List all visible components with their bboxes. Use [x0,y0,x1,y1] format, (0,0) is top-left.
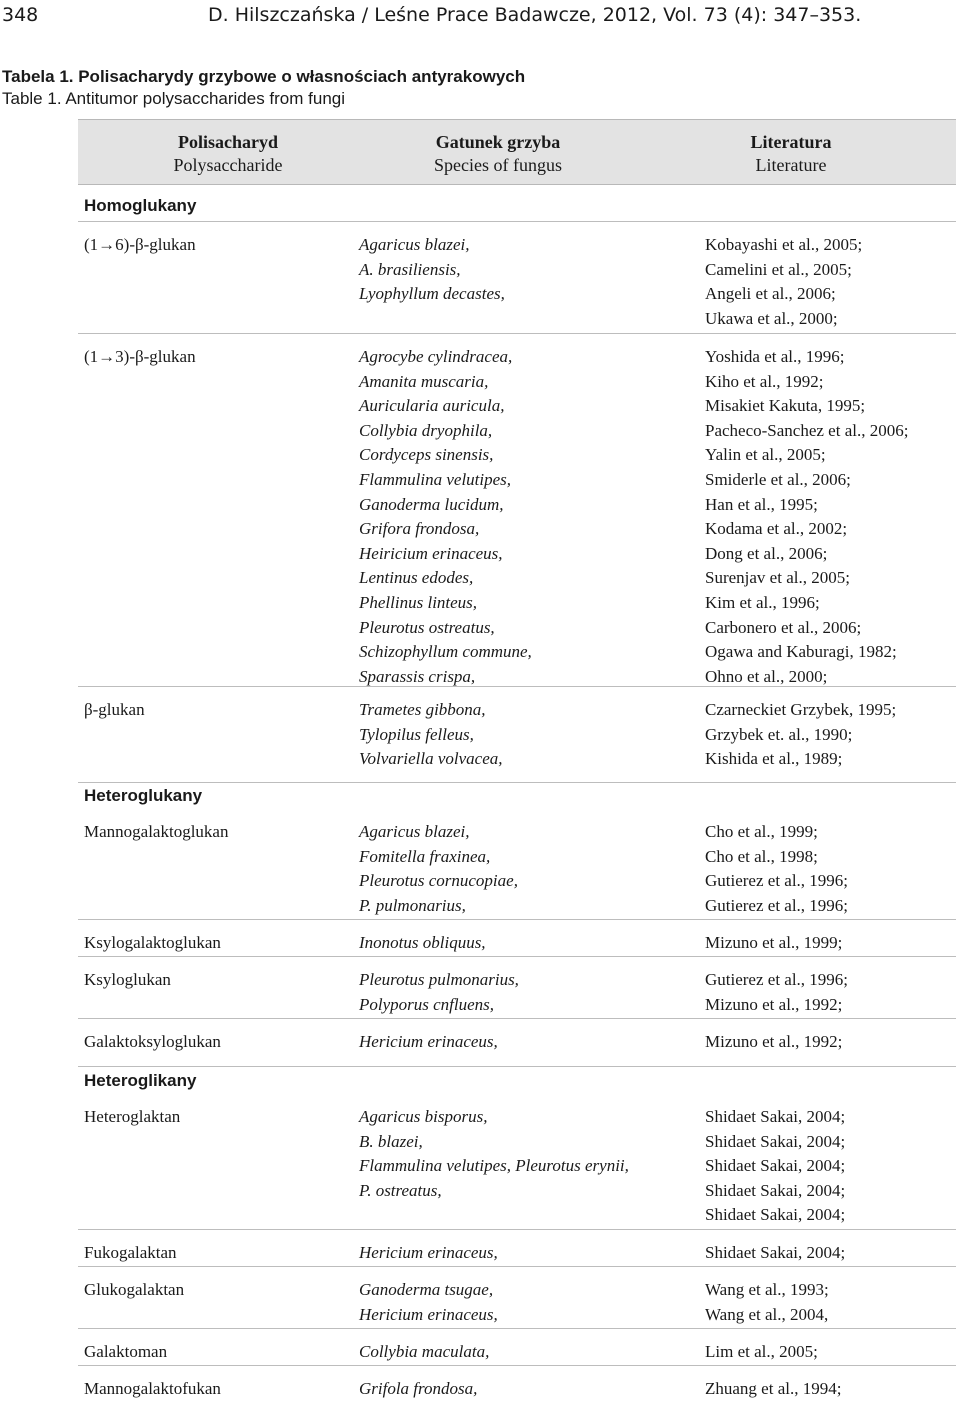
literature-reference: Mizuno et al., 1992; [705,994,843,1014]
species-name: Lyophyllum decastes, [359,284,505,304]
literature-reference: Han et al., 1995; [705,494,818,514]
species-cell [359,1105,629,1203]
polysaccharide-cell: Ksyloglukan [84,970,171,989]
literature-reference: Smiderle et al., 2006; [705,469,851,489]
header-polysaccharide-pl: Polisacharyd [177,132,278,152]
row-divider [78,1266,956,1267]
literature-reference: Wang et al., 2004, [705,1304,829,1324]
literature-cell [705,1030,842,1055]
polysaccharide-cell: Heteroglaktan [84,1107,181,1126]
species-name: Collybia maculata, [359,1342,490,1361]
species-name: Hericium erinaceus, [359,1032,498,1051]
species-name: Inonotus obliquus, [359,933,486,952]
species-name: Grifora frondosa, [359,519,480,539]
polysaccharide-cell: Mannogalaktoglukan [84,822,229,841]
literature-reference: Kim et al., 1996; [705,592,820,612]
row-divider [78,956,956,957]
header-species [378,131,618,177]
literature-reference: Kodama et al., 2002; [705,519,848,539]
literature-reference: Surenjav et al., 2005; [705,568,850,588]
row-divider [78,1018,956,1019]
species-name: Agrocybe cylindracea, [359,347,513,366]
species-cell [359,698,503,772]
polysaccharide-cell: (1→6)-β-glukan [84,235,196,254]
polysaccharide-cell: Galaktoksyloglukan [84,1032,221,1051]
species-cell [359,1241,498,1266]
polysaccharide-cell: Fukogalaktan [84,1243,177,1262]
species-cell [359,931,486,956]
header-literature-en: Literature [755,155,827,175]
species-cell [359,233,505,307]
species-name: Agaricus blazei, [359,822,470,841]
literature-cell [705,1278,829,1327]
polysaccharide-cell: (1→3)-β-glukan [84,347,196,366]
literature-cell [705,931,842,956]
species-name: Pleurotus ostreatus, [359,617,495,637]
caption-polish: Tabela 1. Polisacharydy grzybowe o własnościach antyrakowych [2,67,526,86]
species-name: Fomitella fraxinea, [359,846,491,866]
literature-cell [705,968,848,1017]
literature-cell [705,1105,845,1228]
literature-reference: Lim et al., 2005; [705,1342,818,1361]
species-name: B. blazei, [359,1131,423,1151]
literature-reference: Wang et al., 1993; [705,1280,829,1299]
row-divider [78,919,956,920]
species-name: Hericium erinaceus, [359,1243,498,1262]
table-caption [2,66,952,110]
header-species-en: Species of fungus [434,155,562,175]
species-name: Phellinus linteus, [359,592,478,612]
literature-reference: Shidaet Sakai, 2004; [705,1156,846,1176]
species-name: Trametes gibbona, [359,700,486,719]
row-divider [78,333,956,334]
literature-cell [705,820,848,918]
table-header [78,119,956,185]
species-cell [359,820,518,918]
journal-citation: D. Hilszczańska / Leśne Prace Badawcze, 2012, Vol. 73 (4): 347–353. [208,4,862,26]
literature-reference: Shidaet Sakai, 2004; [705,1107,846,1126]
species-cell [359,1030,498,1055]
literature-cell [705,698,896,772]
literature-reference: Carbonero et al., 2006; [705,617,862,637]
literature-reference: Ohno et al., 2000; [705,666,828,686]
literature-reference: Cho et al., 1998; [705,846,818,866]
species-name: Auricularia auricula, [359,396,505,416]
row-divider [78,221,956,222]
species-name: Pleurotus pulmonarius, [359,970,519,989]
species-name: Ganoderma tsugae, [359,1280,494,1299]
page-number: 348 [2,4,39,26]
polysaccharide-cell: β-glukan [84,700,145,719]
literature-reference: Misakiet Kakuta, 1995; [705,396,866,416]
species-name: Grifola frondosa, [359,1379,478,1398]
literature-reference: Camelini et al., 2005; [705,259,852,279]
literature-reference: Kiho et al., 1992; [705,371,824,391]
polysaccharide-cell: Glukogalaktan [84,1280,185,1299]
row-divider [78,782,956,783]
species-name: Collybia dryophila, [359,420,493,440]
literature-reference: Grzybek et. al., 1990; [705,724,853,744]
species-name: Ganoderma lucidum, [359,494,504,514]
species-name: Hericium erinaceus, [359,1304,498,1324]
literature-reference: Shidaet Sakai, 2004; [705,1205,846,1225]
running-head [2,2,952,28]
literature-reference: Dong et al., 2006; [705,543,828,563]
literature-reference: Mizuno et al., 1999; [705,933,843,952]
literature-reference: Shidaet Sakai, 2004; [705,1180,846,1200]
row-divider [78,1328,956,1329]
polysaccharide-cell: Mannogalaktofukan [84,1379,221,1398]
literature-cell [705,345,908,689]
literature-cell [705,1241,845,1266]
header-literature-pl: Literatura [750,132,832,152]
literature-reference: Yalin et al., 2005; [705,445,826,465]
header-literature [684,131,898,177]
row-divider [78,1066,956,1067]
literature-reference: Cho et al., 1999; [705,822,818,841]
literature-reference: Kobayashi et al., 2005; [705,235,863,254]
species-name: Flammulina velutipes, Pleurotus erynii, [359,1156,629,1176]
literature-reference: Mizuno et al., 1992; [705,1032,843,1051]
species-name: Lentinus edodes, [359,568,474,588]
species-cell [359,1278,498,1327]
polysaccharide-cell: Galaktoman [84,1342,168,1361]
literature-reference: Czarneckiet Grzybek, 1995; [705,700,897,719]
literature-reference: Shidaet Sakai, 2004; [705,1243,846,1262]
literature-reference: Shidaet Sakai, 2004; [705,1131,846,1151]
section-heading: Heteroglikany [84,1071,197,1090]
species-name: Schizophyllum commune, [359,642,532,662]
species-name: Agaricus blazei, [359,235,470,254]
species-cell [359,1377,477,1402]
literature-reference: Ukawa et al., 2000; [705,308,838,328]
literature-reference: Angeli et al., 2006; [705,284,836,304]
species-name: Tylopilus felleus, [359,724,474,744]
literature-reference: Gutierez et al., 1996; [705,895,849,915]
species-cell [359,1340,489,1365]
species-name: P. pulmonarius, [359,895,466,915]
species-name: Cordyceps sinensis, [359,445,494,465]
literature-cell [705,233,862,331]
literature-cell [705,1340,818,1365]
species-name: Amanita muscaria, [359,371,489,391]
caption-english: Table 1. Antitumor polysaccharides from fungi [2,89,346,108]
literature-reference: Gutierez et al., 1996; [705,970,849,989]
species-name: Polyporus cnfluens, [359,994,495,1014]
section-heading: Homoglukany [84,196,197,215]
literature-reference: Gutierez et al., 1996; [705,871,849,891]
species-name: Sparassis crispa, [359,666,476,686]
literature-reference: Ogawa and Kaburagi, 1982; [705,642,897,662]
species-name: Heiricium erinaceus, [359,543,503,563]
species-name: Agaricus bisporus, [359,1107,488,1126]
species-name: Volvariella volvacea, [359,749,503,769]
species-cell [359,968,519,1017]
polysaccharide-cell: Ksylogalaktoglukan [84,933,221,952]
header-polysaccharide [106,131,350,177]
literature-reference: Yoshida et al., 1996; [705,347,845,366]
literature-reference: Zhuang et al., 1994; [705,1379,842,1398]
species-name: Flammulina velutipes, [359,469,512,489]
header-polysaccharide-en: Polysaccharide [173,155,283,175]
row-divider [78,1229,956,1230]
literature-reference: Pacheco-Sanchez et al., 2006; [705,420,909,440]
species-name: A. brasiliensis, [359,259,461,279]
species-cell [359,345,532,689]
section-heading: Heteroglukany [84,786,203,805]
row-divider [78,1365,956,1366]
literature-reference: Kishida et al., 1989; [705,749,843,769]
header-species-pl: Gatunek grzyba [435,132,561,152]
species-name: Pleurotus cornucopiae, [359,871,518,891]
literature-cell [705,1377,841,1402]
species-name: P. ostreatus, [359,1180,442,1200]
